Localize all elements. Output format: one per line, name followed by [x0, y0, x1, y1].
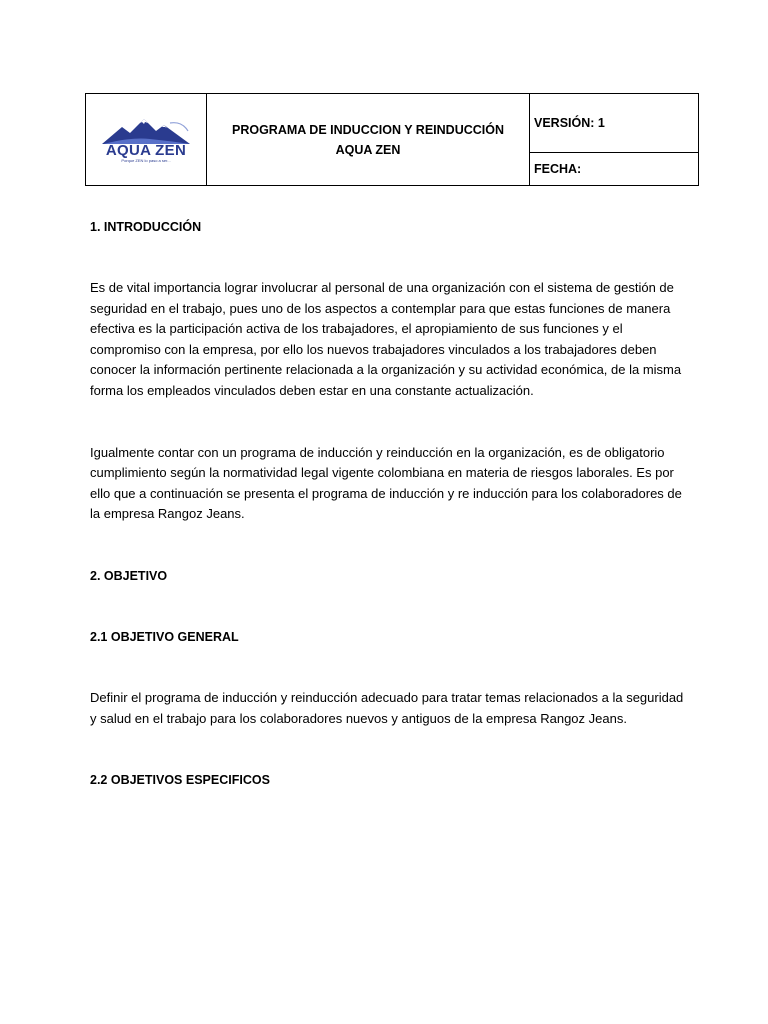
introduction-paragraph-1: Es de vital importancia lograr involucrar al personal de una organización con el sistema de gestión de seguridad en el trabajo, pues uno de los aspectos a contemplar para que estas funciones de manera efectiva es la participación activa de los trabajadores, el apropiamiento de sus funciones y el compromiso con la empresa, por ello los nuevos trabajadores vinculados a los trabajadores deben conocer la información pertinente relacionada a la organización y su actividad económica, de la misma forma los empleados vinculados deben estar en una constante actualización.	[90, 280, 682, 398]
document-header-table	[85, 93, 699, 186]
specific-objectives-heading: 2.2 OBJETIVOS ESPECIFICOS	[90, 773, 270, 788]
logo-brand-text: AQUA ZEN	[105, 141, 187, 159]
introduction-paragraph-2: Igualmente contar con un programa de inducción y reinducción en la organización, es de obligatorio cumplimiento según la normatividad legal vigente colombiana en materia de riesgos laborales. Es por ello que a continuación se presenta el programa de inducción y re inducción para los colaboradores de la empresa Rangoz Jeans.	[90, 444, 682, 522]
document-body	[90, 217, 686, 790]
date-cell: FECHA:	[530, 153, 699, 186]
mountain-logo-icon	[100, 117, 192, 145]
objective-heading: 2. OBJETIVO	[90, 568, 168, 583]
logo-tagline: Porque ZEN lo paso a ser...	[121, 157, 171, 163]
general-objective-paragraph: Definir el programa de inducción y reinducción adecuado para tratar temas relacionados a la seguridad y salud en el trabajo para los colaboradores nuevos y antiguos de la empresa Rangoz Jeans.	[90, 689, 684, 726]
version-cell: VERSIÓN: 1	[530, 94, 699, 153]
company-logo	[96, 117, 196, 163]
introduction-heading: 1. INTRODUCCIÓN	[90, 220, 202, 234]
logo-cell	[86, 94, 207, 186]
general-objective-heading: 2.1 OBJETIVO GENERAL	[90, 629, 239, 644]
document-title: PROGRAMA DE INDUCCION Y REINDUCCIÓN AQUA ZEN	[207, 94, 530, 186]
